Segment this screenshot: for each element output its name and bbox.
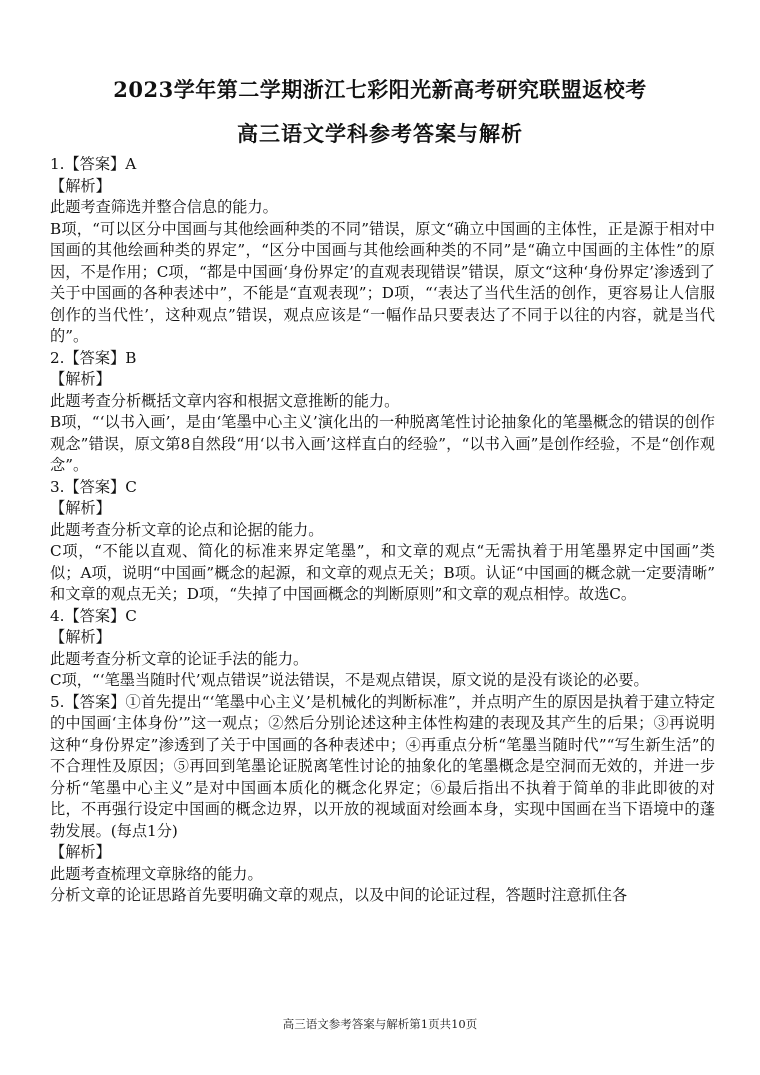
q1-analysis-intro: 此题考查筛选并整合信息的能力。 <box>50 198 278 216</box>
q1-analysis-heading: 【解析】 <box>50 176 111 195</box>
q3-analysis-heading: 【解析】 <box>50 499 111 517</box>
q2-analysis-heading: 【解析】 <box>50 370 111 388</box>
q4-analysis-body: C项，“‘笔墨当随时代’观点错误”说法错误，不是观点错误，原文说的是没有谈论的必要。 <box>50 671 649 689</box>
q2-answer: 2.【答案】B <box>50 348 137 367</box>
q3-analysis-body: C项，“不能以直观、简化的标准来界定笔墨”，和文章的观点“无需执着于用笔墨界定中国画”类似；A项，说明“中国画”概念的起源，和文章的观点无关；B项。认证“中国画的概念就一定要清晰” 和文章的观点无关；D项，“失掉了中国画概念的判断原则”和文章的观点相悖。故选C。 <box>50 542 715 603</box>
q2-analysis-intro: 此题考查分析概括文章内容和根据文意推断的能力。 <box>50 391 400 410</box>
q4-analysis-intro: 此题考查分析文章的论证手法的能力。 <box>50 649 309 668</box>
q4-analysis-heading: 【解析】 <box>50 628 111 646</box>
q1-answer: 1.【答案】A <box>50 155 137 173</box>
q1-analysis-body: B项，“可以区分中国画与其他绘画种类的不同”错误，原文“确立中国画的主体性，正是源于相对中国画的其他绘画种类的界定”，“区分中国画与其他绘画种类的不同”是“确立中国画的主体性”的原因，不是作用；C项，“都是中国画‘身份界定’的直观表现错误”错误，原文“这种‘身份界定’渗透到了关于中国画的各种表述中”，不能是“直观表现”；D项，“‘表达了当代生活的创作，更容易让人信服创作的当代性’，这种观点”错误，观点应该是“一幅作品只要表达了不同于以往的内容，就是当代的”。 <box>50 219 715 345</box>
q2-analysis-body: B项，“‘以书入画’，是由‘笔墨中心主义’演化出的一种脱离笔性讨论抽象化的笔墨概念的错误的创作观念”错误，原文第8自然段“用‘以书入画’这样直白的经验”，“以书入画”是创作经验，不是“创作观念”。 <box>50 413 715 474</box>
document-subtitle: 高三语文学科参考答案与解析 <box>237 121 523 146</box>
q4-answer: 4.【答案】C <box>50 606 137 625</box>
q5-analysis-body: 分析文章的论证思路首先要明确文章的观点，以及中间的论证过程，答题时注意抓住各 <box>50 886 628 904</box>
q5-analysis-intro: 此题考查梳理文章脉络的能力。 <box>50 864 263 883</box>
page-footer: 高三语文参考答案与解析第1页共10页 <box>282 1017 478 1031</box>
q5-analysis-heading: 【解析】 <box>50 843 111 861</box>
q3-answer: 3.【答案】C <box>50 477 137 496</box>
q5-answer: 5.【答案】①首先提出“‘笔墨中心主义’是机械化的判断标准”，并点明产生的原因是执着于建立特定的中国画‘主体身份’”这一观点；②然后分别论述这种主体性构建的表现及其产生的后果；③再说明这种“身份界定”渗透到了关于中国画的各种表述中；④再重点分析“笔墨当随时代”“写生新生活”的不合理性及原因；⑤再回到笔墨论证脱离笔性讨论的抽象化的笔墨概念是空洞而无效的，并进一步分析“笔墨中心主义”是对中国画本质化的概念化界定；⑥最后指出不执着于简单的非此即彼的对比，不再强行设定中国画的概念边界，以开放的视域面对绘画本身，实现中国画在当下语境中的蓬勃发展。(每点1分) <box>50 692 715 840</box>
answer-content <box>50 154 715 907</box>
document-title: 2023学年第二学期浙江七彩阳光新高考研究联盟返校考 <box>113 77 647 102</box>
q3-analysis-intro: 此题考查分析文章的论点和论据的能力。 <box>50 520 324 539</box>
